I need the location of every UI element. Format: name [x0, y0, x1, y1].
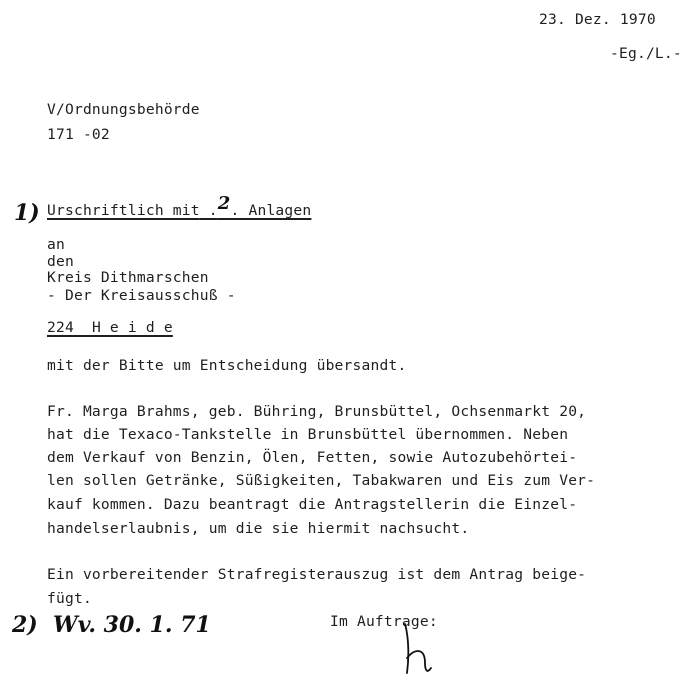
body-line-5: kauf kommen. Dazu beantragt die Antragstellerin die Einzel-	[47, 496, 578, 513]
letter-date: 23. Dez. 1970	[539, 11, 656, 28]
reference-code: -Eg./L.-	[610, 45, 682, 62]
handwritten-note	[12, 612, 211, 638]
recipient-line-1: an	[47, 236, 65, 253]
recipient-line-2: den	[47, 253, 74, 270]
city-name: H e i d e	[91, 319, 173, 336]
handwritten-note-text: Wv. 30. 1. 71	[53, 612, 211, 638]
recipient-line-3: Kreis Dithmarschen	[47, 269, 209, 286]
transmittal-text: Urschriftlich mit	[47, 202, 200, 219]
attachments-word: Anlagen	[248, 202, 312, 219]
body-line-3: dem Verkauf von Benzin, Ölen, Fetten, sowie Autozubehörtei-	[47, 449, 578, 466]
handwritten-signature	[395, 618, 455, 678]
handwritten-note-number: 2)	[12, 612, 38, 638]
body-line-4: len sollen Getränke, Süßigkeiten, Tabakwaren und Eis zum Ver-	[47, 472, 596, 489]
body-line-6: handelserlaubnis, um die sie hiermit nachsucht.	[47, 520, 470, 537]
body-line-1: Fr. Marga Brahms, geb. Bühring, Brunsbüttel, Ochsenmarkt 20,	[47, 403, 587, 420]
closing-line-1: Ein vorbereitender Strafregisterauszug ist dem Antrag beige-	[47, 566, 587, 583]
sender-office: V/Ordnungsbehörde	[47, 101, 200, 118]
handwritten-item-number-1: 1)	[14, 200, 40, 226]
transmittal-line: Urschriftlich mit .2. Anlagen	[47, 193, 312, 219]
request-line: mit der Bitte um Entscheidung übersandt.	[47, 357, 407, 374]
recipient-city	[47, 318, 173, 337]
recipient-line-4: - Der Kreisausschuß -	[47, 287, 236, 304]
body-line-2: hat die Texaco-Tankstelle in Brunsbüttel übernommen. Neben	[47, 426, 569, 443]
closing-line-2: fügt.	[47, 590, 92, 607]
city-postcode: 224	[47, 319, 74, 336]
file-number: 171 -02	[47, 126, 110, 143]
handwritten-attachment-count: 2	[217, 193, 231, 214]
signature-label: Im Auftrage:	[330, 613, 438, 630]
